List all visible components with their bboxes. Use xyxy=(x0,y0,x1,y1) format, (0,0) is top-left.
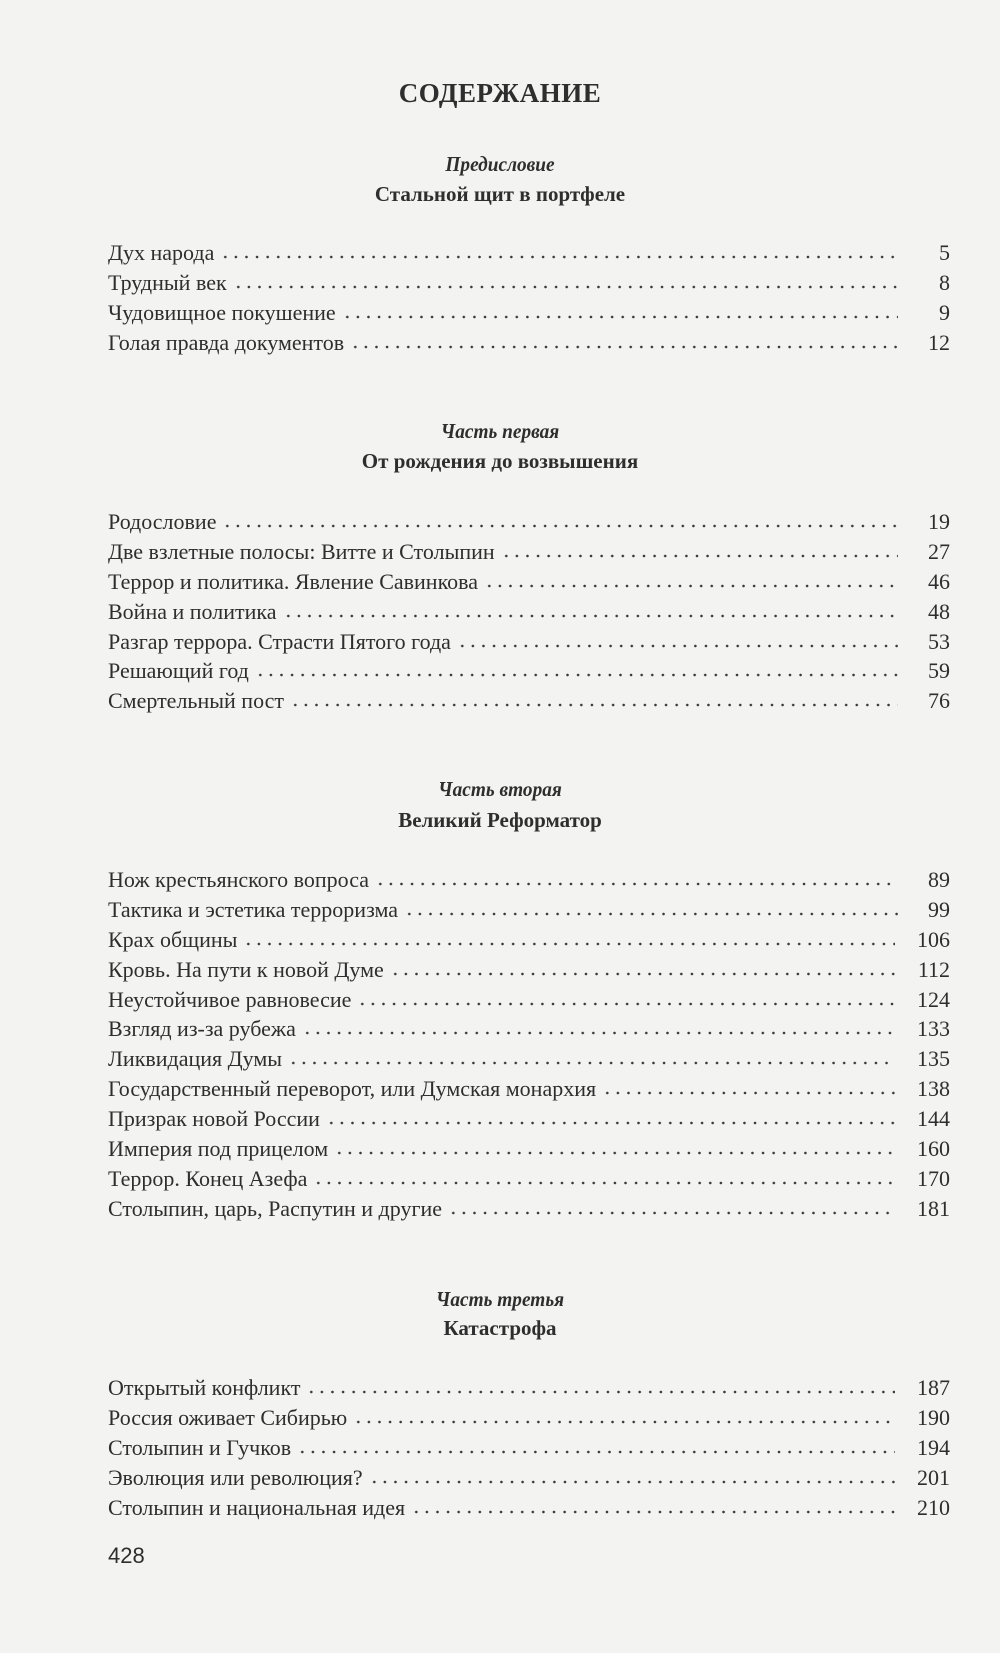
section-title: Великий Реформатор xyxy=(398,808,602,832)
toc-entry xyxy=(108,1074,950,1104)
toc-entry-title: Неустойчивое равновесие xyxy=(108,986,352,1012)
toc-entry-title: Дух народа xyxy=(108,240,215,265)
toc-entry-title: Террор. Конец Азефа xyxy=(108,1165,308,1191)
toc-entry-title: Смертельный пост xyxy=(108,688,284,714)
part-heading: Часть первая xyxy=(440,419,560,443)
toc-entry-page: 190 xyxy=(917,1404,950,1430)
dot-leader xyxy=(501,549,898,559)
toc-entry-page: 133 xyxy=(917,1016,950,1042)
dot-leader xyxy=(334,1146,895,1156)
toc-entry xyxy=(108,238,950,268)
toc-entry xyxy=(108,1373,950,1403)
page-title: СОДЕРЖАНИЕ xyxy=(398,78,602,108)
dot-leader xyxy=(457,639,898,649)
toc-list xyxy=(108,238,950,358)
dot-leader xyxy=(484,579,898,589)
dot-leader xyxy=(283,609,898,619)
dot-leader xyxy=(448,1206,895,1216)
dot-leader xyxy=(342,310,898,320)
dot-leader xyxy=(369,1475,895,1485)
toc-entry-page: 27 xyxy=(928,538,950,564)
dot-leader xyxy=(222,519,898,529)
toc-entry xyxy=(108,328,950,358)
toc-entry-title: Нож крестьянского вопроса xyxy=(108,867,370,892)
toc-entry-page: 59 xyxy=(928,658,950,684)
part-heading: Предисловие xyxy=(445,152,555,176)
section-title: Стальной щит в портфеле xyxy=(374,182,626,206)
toc-entry-title: Родословие xyxy=(108,509,217,534)
dot-leader xyxy=(243,937,895,947)
toc-entry-title: Столыпин, царь, Распутин и другие xyxy=(108,1195,443,1221)
toc-entry-title: Голая правда документов xyxy=(108,329,345,355)
toc-entry-title: Война и политика xyxy=(108,598,277,624)
toc-entry-title: Решающий год xyxy=(108,658,249,684)
dot-leader xyxy=(255,668,898,678)
section-title: От рождения до возвышения xyxy=(361,449,639,473)
dot-leader xyxy=(375,877,898,887)
toc-entry-page: 187 xyxy=(917,1375,950,1400)
toc-entry-title: Тактика и эстетика терроризма xyxy=(108,896,398,922)
toc-entry-page: 112 xyxy=(917,956,950,982)
toc-entry xyxy=(108,1493,950,1523)
toc-entry-page: 210 xyxy=(917,1494,950,1520)
dot-leader xyxy=(297,1445,895,1455)
toc-entry xyxy=(108,1104,950,1134)
toc-entry xyxy=(108,507,950,537)
toc-entry-title: Россия оживает Сибирью xyxy=(108,1404,348,1430)
toc-list xyxy=(108,1373,950,1522)
dot-leader xyxy=(290,698,898,708)
toc-entry-title: Взгляд из-за рубежа xyxy=(108,1016,296,1042)
toc-entry-title: Террор и политика. Явление Савинкова xyxy=(108,568,479,594)
toc-entry xyxy=(108,656,950,686)
dot-leader xyxy=(390,967,896,977)
toc-entry xyxy=(108,1014,950,1044)
toc-entry-title: Столыпин и Гучков xyxy=(108,1434,292,1460)
dot-leader xyxy=(288,1056,895,1066)
section-title: Катастрофа xyxy=(443,1316,557,1340)
toc-entry-title: Кровь. На пути к новой Думе xyxy=(108,956,384,982)
toc-entry-page: 89 xyxy=(928,867,950,892)
toc-entry xyxy=(108,1403,950,1433)
toc-entry-title: Ликвидация Думы xyxy=(108,1046,283,1072)
toc-entry xyxy=(108,1044,950,1074)
dot-leader xyxy=(350,340,898,350)
toc-entry xyxy=(108,298,950,328)
toc-entry-page: 8 xyxy=(939,269,950,295)
toc-entry-page: 9 xyxy=(939,299,950,325)
toc-entry xyxy=(108,627,950,657)
part-heading: Часть третья xyxy=(435,1287,565,1311)
toc-entry-title: Открытый конфликт xyxy=(108,1375,301,1400)
toc-entry-page: 106 xyxy=(917,926,950,952)
toc-entry-title: Крах общины xyxy=(108,926,238,952)
toc-entry-title: Две взлетные полосы: Витте и Столыпин xyxy=(108,538,495,564)
toc-entry-title: Трудный век xyxy=(108,269,227,295)
toc-entry-title: Эволюция или революция? xyxy=(108,1464,363,1490)
dot-leader xyxy=(602,1086,895,1096)
dot-leader xyxy=(302,1026,895,1036)
toc-entry-title: Призрак новой России xyxy=(108,1106,320,1132)
part-heading: Часть вторая xyxy=(438,777,562,801)
toc-entry xyxy=(108,686,950,716)
toc-entry xyxy=(108,268,950,298)
toc-list xyxy=(108,865,950,1224)
toc-entry-page: 138 xyxy=(917,1076,950,1102)
dot-leader xyxy=(404,907,898,917)
toc-entry-page: 160 xyxy=(917,1136,950,1162)
toc-entry xyxy=(108,955,950,985)
dot-leader xyxy=(313,1176,895,1186)
toc-entry-page: 201 xyxy=(917,1464,950,1490)
toc-entry-page: 124 xyxy=(917,986,950,1012)
dot-leader xyxy=(353,1415,895,1425)
toc-entry xyxy=(108,925,950,955)
toc-entry-page: 135 xyxy=(917,1046,950,1072)
toc-entry-page: 46 xyxy=(928,568,950,594)
dot-leader xyxy=(233,280,898,290)
toc-entry xyxy=(108,567,950,597)
toc-entry-title: Чудовищное покушение xyxy=(108,299,336,325)
toc-entry-page: 53 xyxy=(928,628,950,654)
toc-entry xyxy=(108,1164,950,1194)
toc-entry-page: 170 xyxy=(917,1165,950,1191)
dot-leader xyxy=(326,1116,895,1126)
toc-entry xyxy=(108,1134,950,1164)
toc-entry-page: 194 xyxy=(917,1434,950,1460)
dot-leader xyxy=(357,997,895,1007)
dot-leader xyxy=(411,1505,895,1515)
toc-entry-page: 48 xyxy=(928,598,950,624)
toc-entry xyxy=(108,895,950,925)
toc-entry-title: Разгар террора. Страсти Пятого года xyxy=(108,628,451,654)
toc-list xyxy=(108,507,950,716)
toc-entry xyxy=(108,1463,950,1493)
dot-leader xyxy=(306,1385,895,1395)
dot-leader xyxy=(220,250,898,260)
toc-entry-page: 19 xyxy=(928,509,950,534)
toc-entry-title: Империя под прицелом xyxy=(108,1136,329,1162)
toc-entry-page: 181 xyxy=(917,1195,950,1221)
toc-entry xyxy=(108,985,950,1015)
toc-entry-title: Государственный переворот, или Думская монархия xyxy=(108,1076,597,1102)
toc-entry-page: 76 xyxy=(928,688,950,714)
toc-entry xyxy=(108,597,950,627)
toc-entry xyxy=(108,1194,950,1224)
toc-entry-page: 5 xyxy=(939,240,950,265)
toc-entry-page: 144 xyxy=(917,1106,950,1132)
page-number: 428 xyxy=(108,1543,145,1568)
toc-entry-page: 99 xyxy=(928,896,950,922)
toc-entry-title: Столыпин и национальная идея xyxy=(108,1494,406,1520)
toc-entry xyxy=(108,865,950,895)
toc-entry-page: 12 xyxy=(928,329,950,355)
toc-entry xyxy=(108,537,950,567)
toc-entry xyxy=(108,1433,950,1463)
